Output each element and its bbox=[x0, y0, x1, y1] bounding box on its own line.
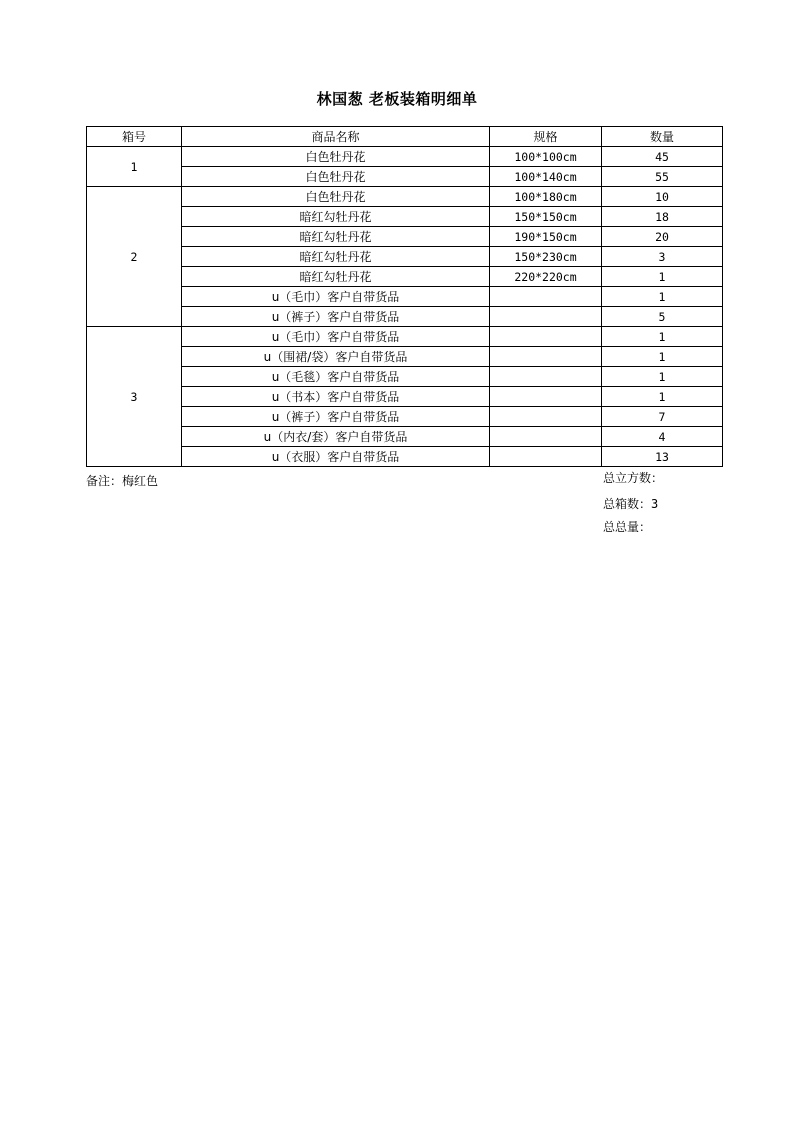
total-volume bbox=[603, 469, 663, 486]
box-number-cell: 1 bbox=[87, 147, 182, 187]
table-row bbox=[87, 267, 723, 287]
table-header-row bbox=[87, 127, 723, 147]
spec-cell: 100*140cm bbox=[490, 167, 602, 187]
product-name-cell: u（围裙/袋）客户自带货品 bbox=[182, 347, 490, 367]
product-name-cell: 暗红勾牡丹花 bbox=[182, 247, 490, 267]
quantity-cell: 55 bbox=[602, 167, 723, 187]
header-box-no: 箱号 bbox=[87, 127, 182, 147]
table-row bbox=[87, 327, 723, 347]
spec-cell: 150*230cm bbox=[490, 247, 602, 267]
remark-value: 梅红色 bbox=[122, 474, 159, 488]
quantity-cell: 1 bbox=[602, 267, 723, 287]
quantity-cell: 20 bbox=[602, 227, 723, 247]
product-name-cell: u（裤子）客户自带货品 bbox=[182, 407, 490, 427]
spec-cell bbox=[490, 367, 602, 387]
document-title: 林国葱 老板装箱明细单 bbox=[316, 90, 478, 108]
spec-cell bbox=[490, 307, 602, 327]
quantity-cell: 1 bbox=[602, 367, 723, 387]
product-name-cell: u（衣服）客户自带货品 bbox=[182, 447, 490, 467]
header-spec: 规格 bbox=[490, 127, 602, 147]
table-row bbox=[87, 347, 723, 367]
packing-list-table bbox=[86, 126, 723, 467]
spec-cell bbox=[490, 347, 602, 367]
product-name-cell: 白色牡丹花 bbox=[182, 187, 490, 207]
total-boxes bbox=[603, 495, 658, 512]
total-weight bbox=[603, 518, 651, 535]
table-row bbox=[87, 387, 723, 407]
product-name-cell: 白色牡丹花 bbox=[182, 167, 490, 187]
table-row bbox=[87, 187, 723, 207]
quantity-cell: 3 bbox=[602, 247, 723, 267]
total-weight-label: 总总量： bbox=[603, 520, 652, 534]
product-name-cell: 白色牡丹花 bbox=[182, 147, 490, 167]
header-product-name: 商品名称 bbox=[182, 127, 490, 147]
product-name-cell: u（书本）客户自带货品 bbox=[182, 387, 490, 407]
total-volume-label: 总立方数： bbox=[603, 471, 664, 485]
quantity-cell: 1 bbox=[602, 387, 723, 407]
box-number-cell: 2 bbox=[87, 187, 182, 327]
table-row bbox=[87, 167, 723, 187]
spec-cell bbox=[490, 427, 602, 447]
table-body bbox=[87, 147, 723, 467]
quantity-cell: 1 bbox=[602, 287, 723, 307]
quantity-cell: 10 bbox=[602, 187, 723, 207]
total-boxes-label: 总箱数： bbox=[603, 497, 652, 511]
quantity-cell: 13 bbox=[602, 447, 723, 467]
spec-cell: 100*180cm bbox=[490, 187, 602, 207]
table-row bbox=[87, 287, 723, 307]
product-name-cell: u（裤子）客户自带货品 bbox=[182, 307, 490, 327]
product-name-cell: u（毛巾）客户自带货品 bbox=[182, 287, 490, 307]
remark-label: 备注： bbox=[86, 474, 123, 488]
product-name-cell: u（内衣/套）客户自带货品 bbox=[182, 427, 490, 447]
quantity-cell: 7 bbox=[602, 407, 723, 427]
product-name-cell: 暗红勾牡丹花 bbox=[182, 267, 490, 287]
quantity-cell: 1 bbox=[602, 327, 723, 347]
spec-cell: 190*150cm bbox=[490, 227, 602, 247]
spec-cell: 150*150cm bbox=[490, 207, 602, 227]
spec-cell bbox=[490, 407, 602, 427]
table-row bbox=[87, 147, 723, 167]
table-row bbox=[87, 407, 723, 427]
spec-cell bbox=[490, 327, 602, 347]
table-row bbox=[87, 247, 723, 267]
spec-cell bbox=[490, 387, 602, 407]
quantity-cell: 1 bbox=[602, 347, 723, 367]
table-row bbox=[87, 227, 723, 247]
box-number-cell: 3 bbox=[87, 327, 182, 467]
table-row bbox=[87, 307, 723, 327]
product-name-cell: 暗红勾牡丹花 bbox=[182, 227, 490, 247]
quantity-cell: 45 bbox=[602, 147, 723, 167]
table-row bbox=[87, 447, 723, 467]
product-name-cell: u（毛毯）客户自带货品 bbox=[182, 367, 490, 387]
spec-cell bbox=[490, 447, 602, 467]
product-name-cell: 暗红勾牡丹花 bbox=[182, 207, 490, 227]
header-quantity: 数量 bbox=[602, 127, 723, 147]
quantity-cell: 18 bbox=[602, 207, 723, 227]
total-boxes-value: 3 bbox=[651, 497, 659, 511]
table-row bbox=[87, 367, 723, 387]
quantity-cell: 4 bbox=[602, 427, 723, 447]
spec-cell: 100*100cm bbox=[490, 147, 602, 167]
product-name-cell: u（毛巾）客户自带货品 bbox=[182, 327, 490, 347]
spec-cell: 220*220cm bbox=[490, 267, 602, 287]
quantity-cell: 5 bbox=[602, 307, 723, 327]
table-row bbox=[87, 207, 723, 227]
spec-cell bbox=[490, 287, 602, 307]
remark bbox=[86, 472, 158, 489]
table-row bbox=[87, 427, 723, 447]
